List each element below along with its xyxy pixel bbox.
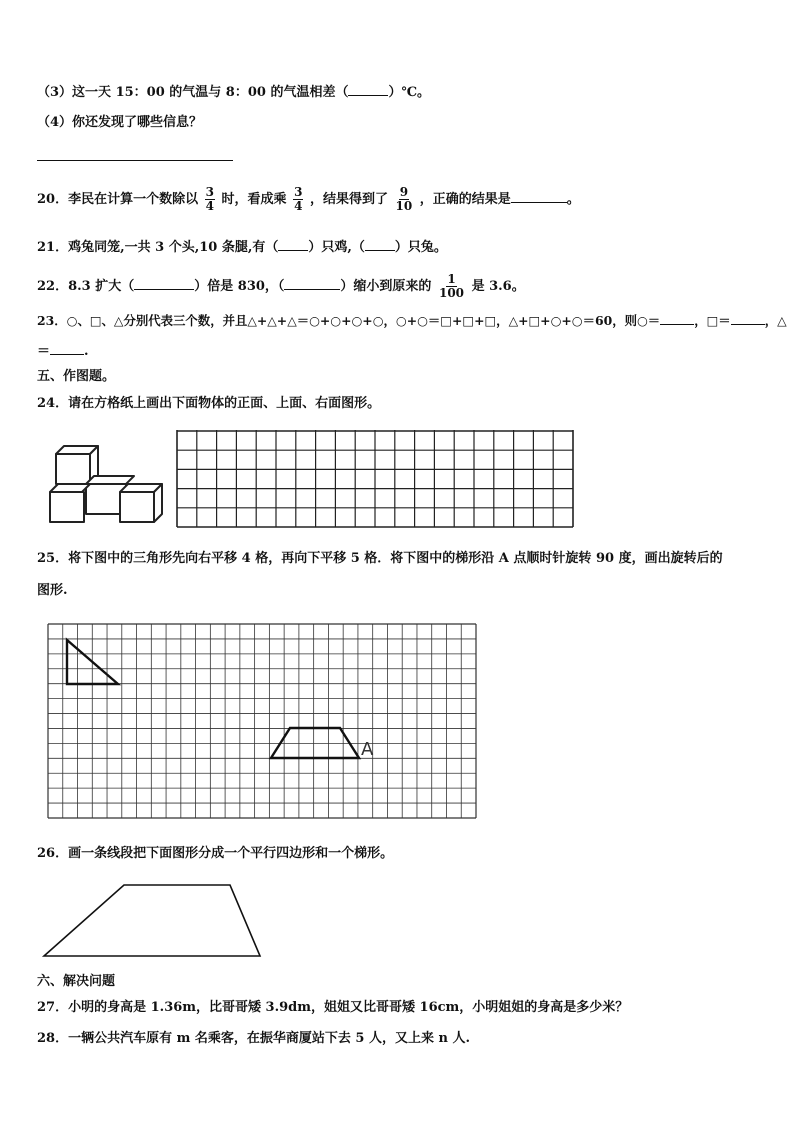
q22-blank-2[interactable] xyxy=(284,277,340,290)
fraction-3-4: $\frac{3}{4}$ xyxy=(205,185,214,213)
q23-blank-square[interactable] xyxy=(731,312,765,325)
section-5-title: 五、作图题。 xyxy=(37,369,116,384)
q19-part4: （4）你还发现了哪些信息？ xyxy=(37,115,203,130)
q23-line2: ＝ . xyxy=(37,344,89,359)
q21-blank-rabbit[interactable] xyxy=(365,238,395,251)
q23-line1: 23．○、□、△分别代表三个数，并且△+△+△＝○+○+○+○，○+○＝□+□+□，△+□+○+○＝60，则○＝ ，□＝ ，△ xyxy=(37,313,787,328)
q19-answer-line[interactable] xyxy=(37,160,233,161)
q19-part3-blank[interactable] xyxy=(348,83,388,96)
q24-grid-paper[interactable] xyxy=(176,430,574,530)
fraction-9-10: $\frac{9}{10}$ xyxy=(395,185,413,213)
q22: 22．8.3 扩大（ ）倍是 830，（ ）缩小到原来的 $\frac{1}{100}$ 是 3.6。 xyxy=(37,272,525,300)
q20: 20．李民在计算一个数除以 $\frac{3}{4}$ 时，看成乘 $\frac{3}{4}$ ，结果得到了 $\frac{9}{10}$ ，正确的结果是 。 xyxy=(37,185,580,213)
q24-cubes-figure xyxy=(46,438,166,526)
q25-line2: 图形. xyxy=(37,583,68,598)
fraction-1-100: $\frac{1}{100}$ xyxy=(438,272,465,300)
q22-blank-1[interactable] xyxy=(134,277,194,290)
q24-text: 24．请在方格纸上画出下面物体的正面、上面、右面图形。 xyxy=(37,396,381,411)
q25-grid-paper[interactable] xyxy=(47,623,477,819)
point-a-label: A xyxy=(361,739,374,760)
q21: 21．鸡兔同笼,一共 3 个头,10 条腿,有（ ）只鸡,（ ）只兔。 xyxy=(37,240,447,255)
q23-blank-triangle[interactable] xyxy=(50,342,84,355)
q26-text: 26．画一条线段把下面图形分成一个平行四边形和一个梯形。 xyxy=(37,846,394,861)
q20-blank[interactable] xyxy=(511,190,567,203)
q21-blank-chicken[interactable] xyxy=(278,238,308,251)
q26-trapezoid-figure[interactable] xyxy=(40,880,265,960)
fraction-3-4-b: $\frac{3}{4}$ xyxy=(294,185,303,213)
q19-part3: （3）这一天 15：00 的气温与 8：00 的气温相差（ ）℃。 xyxy=(37,85,431,100)
q23-blank-circle[interactable] xyxy=(660,312,694,325)
q25-line1: 25．将下图中的三角形先向右平移 4 格，再向下平移 5 格．将下图中的梯形沿 A 点顺时针旋转 90 度，画出旋转后的 xyxy=(37,551,723,566)
q28-text: 28．一辆公共汽车原有 m 名乘客，在振华商厦站下去 5 人，又上来 n 人. xyxy=(37,1031,471,1046)
q27-text: 27．小明的身高是 1.36m，比哥哥矮 3.9dm，姐姐又比哥哥矮 16cm，小明姐姐的身高是多少米？ xyxy=(37,1000,629,1015)
section-6-title: 六、解决问题 xyxy=(37,974,116,989)
